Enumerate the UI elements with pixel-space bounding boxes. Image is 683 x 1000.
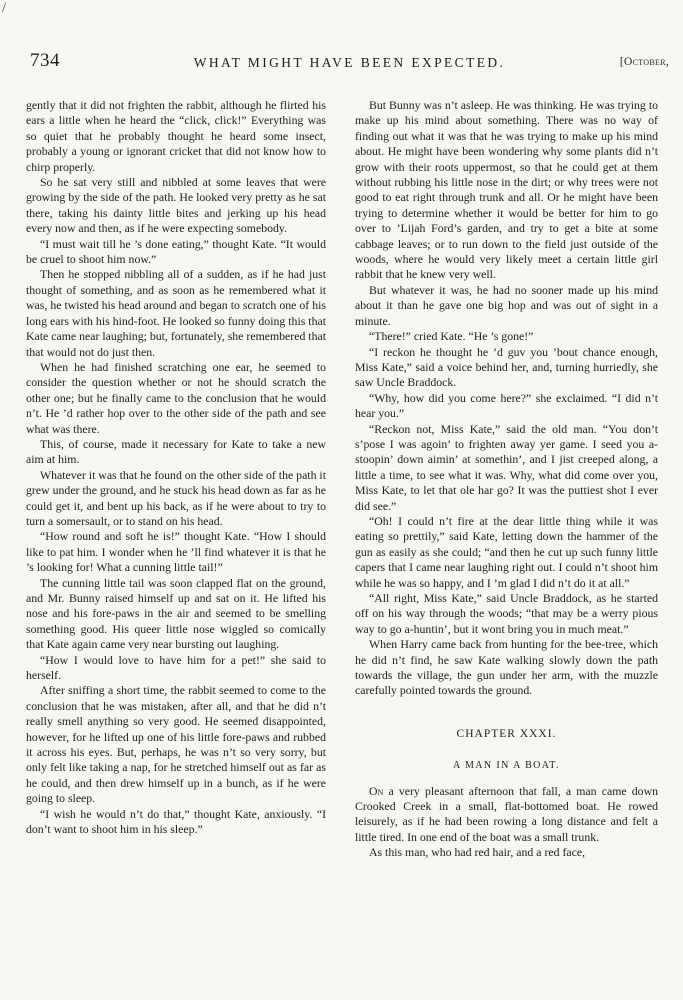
paragraph: But Bunny was n’t asleep. He was thinking. He was trying to make up his mind about something. There was no way of finding out what it was that he was trying to make up his mind about. He might have been wondering why some plants did n’t grow with their roots uppermost, so that he could get at them without rubbing his little nose in the dirt; or why trees were not good to eat right through trunk and all. Or he might have been trying to determine whether it would be better for him to go over to ’Lijah Ford’s garden, and try to get a bite at some cabbage leaves; or to run down to the field just outside of the woods, where he would very likely meet a certain little girl rabbit that he knew very well. <box>355 98 658 282</box>
paragraph: gently that it did not frighten the rabbit, although he flirted his ears a little when he heard the “click, click!” Everything was so quiet that he probably thought he heard some insect, probably a young or ignorant cricket that did not know how to chirp properly. <box>26 98 326 174</box>
paragraph: But whatever it was, he had no sooner made up his mind about it than he gave one big hop and was out of sight in a minute. <box>355 282 658 328</box>
chapter-opening-paragraph <box>355 784 658 846</box>
paragraph: “All right, Miss Kate,” said Uncle Braddock, as he started off on his way through the woods; “that may be a werry pious way to go a-huntin’, but it wont bring you in much meat.” <box>355 591 658 636</box>
running-title: WHAT MIGHT HAVE BEEN EXPECTED. <box>193 55 506 70</box>
paragraph: Then he stopped nibbling all of a sudden, as if he had just thought of something, and as soon as he remembered what it was, he twisted his head around and began to scratch one of his long ears with his hind-foot. He looked so funny doing this that Kate came near laughing; but, fortunately, she remembered that that would not do just then. <box>26 267 326 359</box>
right-column <box>355 98 658 861</box>
paragraph: “How I would love to have him for a pet!” she said to herself. <box>26 652 326 683</box>
paragraph: After sniffing a short time, the rabbit seemed to come to the conclusion that he was mistaken, after all, and that he did n’t really smell anything so very good. He seemed disappointed, however, for he lifted up one of his little fore-paws and rubbed it across his eyes. But, perhaps, he was n’t so very sorry, but only felt like taking a nap, for he stretched himself out as far as he could, and then drew himself up in a bunch, as if he were going to sleep. <box>26 683 326 806</box>
margin-mark: / <box>2 0 7 16</box>
page-header <box>30 50 669 78</box>
paragraph-text: a very pleasant afternoon that fall, a man came down Crooked Creek in a small, flat-bottomed boat. He rowed leisurely, as if he had been rowing a long distance and felt a little tired. In one end of the boat was a small trunk. <box>355 783 658 844</box>
paragraph: As this man, who had red hair, and a red face, <box>369 845 586 860</box>
paragraph: Whatever it was that he found on the other side of the path it grew under the ground, and he stuck his head down as far as he could get it, and bent up his back, as if he were about to try to turn a somersault, or to stand on his head. <box>26 467 326 528</box>
page-number: 734 <box>30 50 60 71</box>
paragraph: “Oh! I could n’t fire at the dear little thing while it was eating so prettily,” said Kate, letting down the hammer of the gun as easily as she could; “and then he cut up such funny little capers that I came near laughing right out. I could n’t shoot him while he was so happy, and I ’m glad I did n’t do it at all.” <box>355 513 658 590</box>
paragraph: “There!” cried Kate. “He ’s gone!” <box>369 329 534 344</box>
paragraph: This, of course, made it necessary for Kate to take a new aim at him. <box>26 436 326 467</box>
paragraph: So he sat very still and nibbled at some leaves that were growing by the side of the path. He looked very pretty as he sat there, taking his dainty little bites and jerking up his head every now and then, as if he were expecting somebody. <box>26 175 326 236</box>
chapter-heading: CHAPTER XXXI. <box>456 727 557 740</box>
paragraph: “I reckon he thought he ’d guv you ’bout chance enough, Miss Kate,” said a voice behind her, and, turning hurriedly, she saw Uncle Braddock. <box>355 344 658 390</box>
paragraph: When Harry came back from hunting for the bee-tree, which he did n’t find, he saw Kate walking slowly down the path towards the village, the gun under her arm, with the muzzle carefully pointed towards the ground. <box>355 637 658 698</box>
issue-month: [October, <box>619 56 669 68</box>
paragraph: The cunning little tail was soon clapped flat on the ground, and Mr. Bunny raised himself up and sat on it. He lifted his nose and his fore-paws in the air and seemed to be smelling something good. His queer little nose wiggled so comically that Kate again came very near bursting out laughing. <box>26 575 326 652</box>
lead-word: On <box>369 783 384 798</box>
paragraph: “How round and soft he is!” thought Kate. “How I should like to pat him. I wonder when he ’ll find whatever it is that he ’s looking for! What a cunning little tail!” <box>26 529 326 575</box>
left-column <box>26 98 326 838</box>
chapter-title: A MAN IN A BOAT. <box>453 760 560 772</box>
paragraph: “I must wait till he ’s done eating,” thought Kate. “It would be cruel to shoot him now.” <box>26 236 326 267</box>
paragraph: “I wish he would n’t do that,” thought Kate, anxiously. “I don’t want to shoot him in his sleep.” <box>26 806 326 837</box>
paragraph: “Why, how did you come here?” she exclaimed. “I did n’t hear you.” <box>355 390 658 421</box>
paragraph: “Reckon not, Miss Kate,” said the old man. “You don’t s’pose I was agoin’ to frighten away yer game. I seed you a-stoopin’ down aimin’ at somethin’, and I jist creeped along, a little a time, to see what it was. Why, what did come over you, Miss Kate, to let that ole har go? It was the puttiest shot I ever did see.” <box>355 421 658 513</box>
paragraph: When he had finished scratching one ear, he seemed to consider the question whether or not he should scratch the other one; but he finally came to the conclusion that he would n’t. He ’d rather hop over to the other side of the path and see what was there. <box>26 359 326 436</box>
